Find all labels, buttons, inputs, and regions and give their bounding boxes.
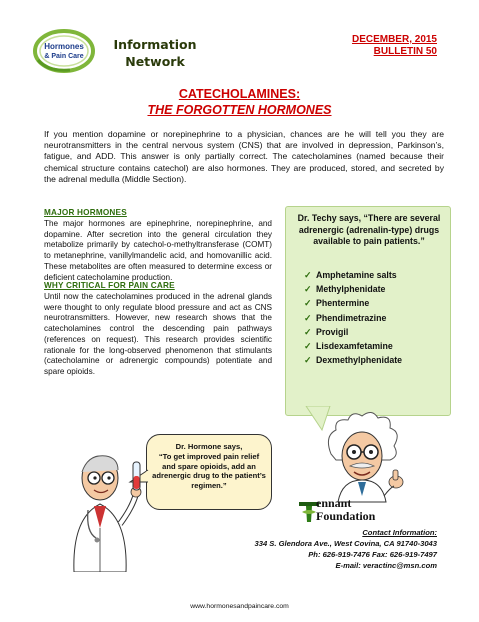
list-item: ✓ Methylphenidate xyxy=(304,282,402,296)
check-icon: ✓ xyxy=(304,326,312,337)
network-line2: Network xyxy=(125,54,185,69)
check-icon: ✓ xyxy=(304,341,312,352)
check-icon: ✓ xyxy=(304,284,312,295)
dr-hormone-cartoon-icon xyxy=(66,448,152,572)
footer-website-link[interactable]: www.hormonesandpaincare.com xyxy=(190,603,289,610)
major-hormones-body: The major hormones are epinephrine, norepinephrine, and dopamine. After secretion into the general circulation they metabolize primarily by catechol-o-methyltransferase (COMT) to metanephrine, vanillylmandelic acid, and homovanillic acid. These metabolites are often measured to determine excess or deficient catecholamine production. xyxy=(44,219,272,282)
contact-information xyxy=(255,527,437,571)
network-line1: Information xyxy=(113,37,197,52)
logo-line1: Hormones xyxy=(44,42,84,51)
logo-line2: & Pain Care xyxy=(44,53,84,60)
major-hormones-heading: MAJOR HORMONES xyxy=(44,208,127,217)
techy-quote: Dr. Techy says, “There are several adrenergic (adrenalin-type) drugs available to pain patients.” xyxy=(297,213,441,246)
contact-phone: Ph: 626-919-7476 Fax: 626-919-7497 xyxy=(308,550,437,559)
intro-paragraph: If you mention dopamine or norepinephrine to a physician, chances are he will tell you they are neurotransmitters in the central nervous system (CNS) that are involved in depression, Parkinson’s, fatigue, and ADD. This answer is only partially correct. The catecholamines (named because their chemical structure contains catechol) are also hormones. They are produced, stored, and secreted by the adrenal medulla (Middle Section). xyxy=(44,129,444,184)
hormone-speech-bubble xyxy=(146,434,272,510)
title-line2: THE FORGOTTEN HORMONES xyxy=(147,103,332,117)
page-title xyxy=(0,86,479,118)
dr-techy-cartoon-icon xyxy=(296,406,426,508)
bulletin-number: BULLETIN 50 xyxy=(373,46,437,57)
list-item: ✓ Phentermine xyxy=(304,296,402,310)
contact-address: 334 S. Glendora Ave., West Covina, CA 91740-3043 xyxy=(254,539,437,548)
date-text: DECEMBER, 2015 xyxy=(351,34,437,45)
information-network-title xyxy=(100,36,210,70)
pain-care-body: Until now the catecholamines produced in the adrenal glands were thought to only regulate blood pressure and act as CNS neurotransmitters. However, new research shows that the catecholamines control the descending pain pathways (references on request). This research provides scientific rationale for the long-observed phenomenon that stimulants (catecholamine or adrenergic compounds) potentiate and spare opioids. xyxy=(44,292,272,376)
foundation-line1: ennant xyxy=(316,496,352,510)
list-item: ✓ Lisdexamfetamine xyxy=(304,339,402,353)
check-icon: ✓ xyxy=(304,298,312,309)
bulletin-date xyxy=(352,34,437,58)
drug-list xyxy=(304,268,402,367)
check-icon: ✓ xyxy=(304,355,312,366)
techy-drug-box xyxy=(285,206,451,416)
bubble-line1: Dr. Hormone says, xyxy=(175,442,243,451)
list-item: ✓ Phendimetrazine xyxy=(304,311,402,325)
pain-care-heading: WHY CRITICAL FOR PAIN CARE xyxy=(44,281,175,290)
bubble-line2: “To get improved pain relief and spare opioids, add an adrenergic drug to the patient’s regimen.” xyxy=(152,451,266,491)
title-line1: CATECHOLAMINES: xyxy=(178,87,301,101)
check-icon: ✓ xyxy=(304,312,312,323)
list-item: ✓ Amphetamine salts xyxy=(304,268,402,282)
foundation-line2: Foundation xyxy=(316,509,376,523)
list-item: ✓ Dexmethylphenidate xyxy=(304,353,402,367)
hormones-pain-care-logo xyxy=(32,26,96,76)
tennant-foundation-name xyxy=(316,497,375,523)
list-item: ✓ Provigil xyxy=(304,325,402,339)
check-icon: ✓ xyxy=(304,270,312,280)
contact-email[interactable]: E-mail: veractinc@msn.com xyxy=(335,561,437,570)
contact-heading: Contact Information: xyxy=(362,528,437,537)
